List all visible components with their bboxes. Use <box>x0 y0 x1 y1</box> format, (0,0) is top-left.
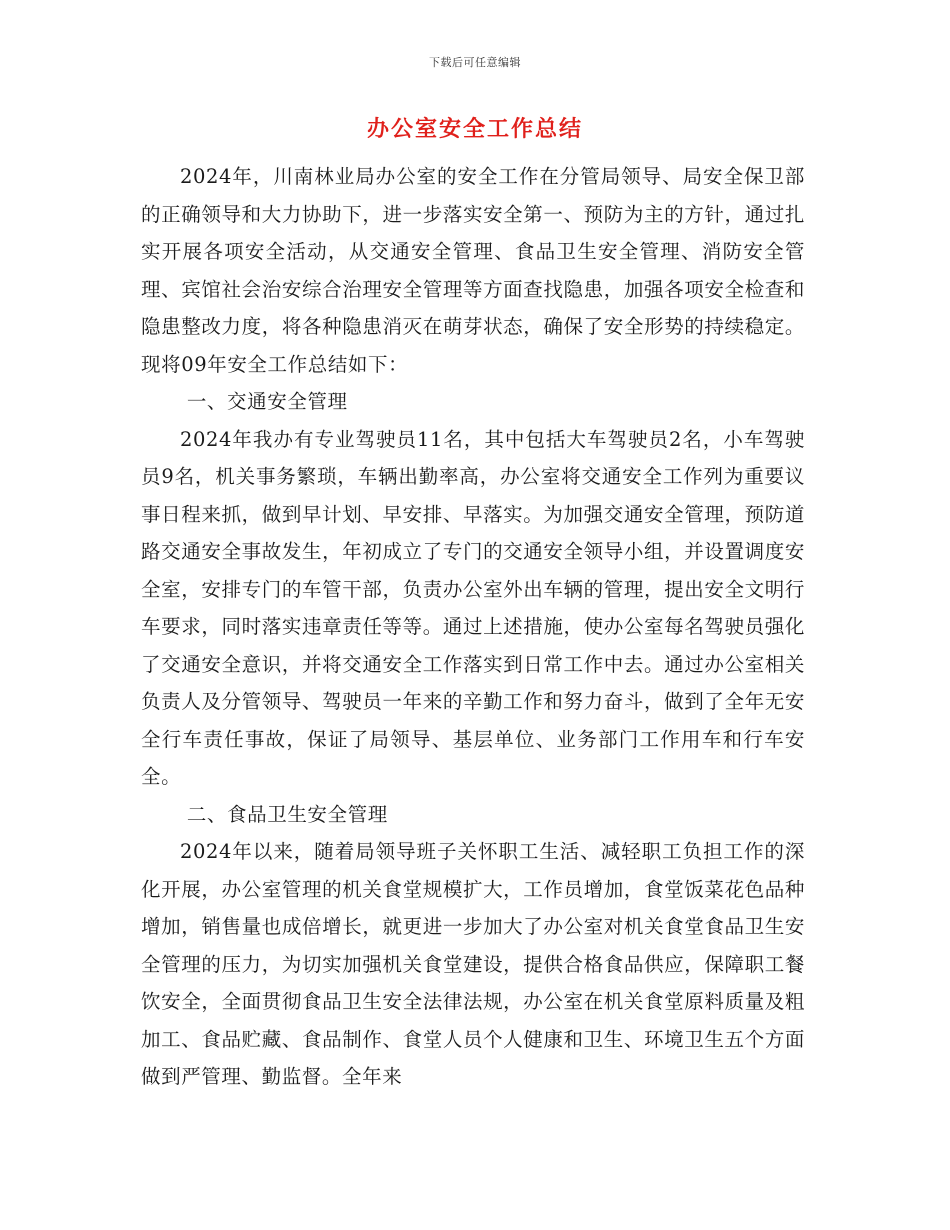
food-paragraph: 2024年以来，随着局领导班子关怀职工生活、减轻职工负担工作的深化开展，办公室管理的机关食堂规模扩大，工作员增加，食堂饭菜花色品种增加，销售量也成倍增长，就更进一步加大了办公室对机关食堂食品卫生安全管理的压力，为切实加强机关食堂建设，提供合格食品供应，保障职工餐饮安全，全面贯彻食品卫生安全法律法规，办公室在机关食堂原料质量及粗加工、食品贮藏、食品制作、食堂人员个人健康和卫生、环境卫生五个方面做到严管理、勤监督。全年来 <box>141 840 805 1088</box>
document-title: 办公室安全工作总结 <box>366 116 583 142</box>
intro-paragraph: 2024年，川南林业局办公室的安全工作在分管局领导、局安全保卫部的正确领导和大力协助下，进一步落实安全第一、预防为主的方针，通过扎实开展各项安全活动，从交通安全管理、食品卫生安全管理、消防安全管理、宾馆社会治安综合治理安全管理等方面查找隐患，加强各项安全检查和隐患整改力度，将各种隐患消灭在萌芽状态，确保了安全形势的持续稳定。现将09年安全工作总结如下： <box>141 165 805 376</box>
section-heading-traffic: 一、交通安全管理 <box>186 390 348 413</box>
page-header-note: 下载后可任意编辑 <box>429 56 521 69</box>
traffic-paragraph: 2024年我办有专业驾驶员11名，其中包括大车驾驶员2名，小车驾驶员9名，机关事务繁琐，车辆出勤率高，办公室将交通安全工作列为重要议事日程来抓，做到早计划、早安排、早落实。为加强交通安全管理，预防道路交通安全事故发生，年初成立了专门的交通安全领导小组，并设置调度安全室，安排专门的车管干部，负责办公室外出车辆的管理，提出安全文明行车要求，同时落实违章责任等等。通过上述措施，使办公室每名驾驶员强化了交通安全意识，并将交通安全工作落实到日常工作中去。通过办公室相关负责人及分管领导、驾驶员一年来的辛勤工作和努力奋斗，做到了全年无安全行车责任事故，保证了局领导、基层单位、业务部门工作用车和行车安全。 <box>141 427 805 788</box>
section-heading-food: 二、食品卫生安全管理 <box>186 802 388 826</box>
document-body <box>141 158 805 1096</box>
